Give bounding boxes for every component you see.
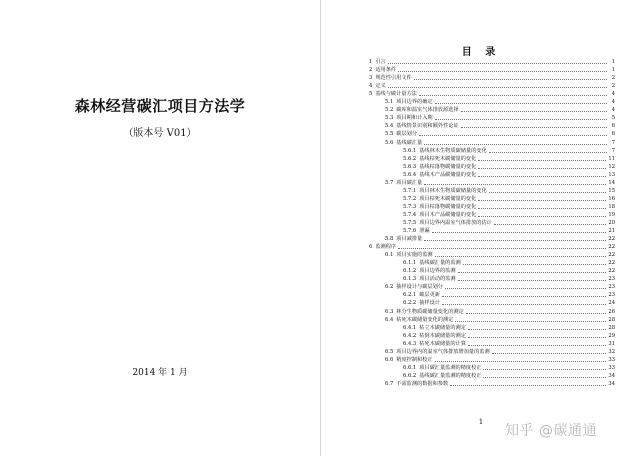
toc-entry[interactable]	[369, 316, 615, 324]
toc-entry-page: 28	[608, 316, 615, 323]
toc-entry[interactable]	[369, 243, 615, 251]
toc-leader-dots	[478, 216, 606, 217]
toc-entry[interactable]	[369, 90, 615, 98]
toc-entry-number: 3	[369, 75, 373, 82]
toc-entry-label: 项目碳汇量	[396, 179, 423, 186]
toc-entry-number: 5.8	[385, 236, 394, 243]
toc-entry-label: 项目边界的确定	[396, 99, 433, 106]
toc-entry-label: 项目枯落物碳储量的变化	[419, 203, 477, 210]
toc-entry-number: 6.1	[385, 252, 394, 259]
toc-entry-label: 不需监测的数据和参数	[396, 380, 449, 387]
toc-entry[interactable]	[369, 58, 615, 66]
toc-entry[interactable]	[369, 299, 615, 307]
toc-entry[interactable]	[369, 203, 615, 211]
toc-entry-number: 6.6	[385, 356, 394, 363]
toc-leader-dots	[442, 304, 606, 305]
toc-entry[interactable]	[369, 187, 615, 195]
toc-leader-dots	[478, 176, 606, 177]
toc-leader-dots	[461, 111, 607, 112]
toc-entry-label: 项目碳汇量监测的精度校正	[419, 364, 482, 371]
toc-entry[interactable]	[369, 364, 615, 372]
toc-entry[interactable]	[369, 82, 615, 90]
toc-entry-label: 碳层划分	[396, 131, 418, 138]
toc-leader-dots	[489, 152, 607, 153]
toc-leader-dots	[414, 79, 607, 80]
toc-entry-page: 26	[608, 308, 615, 315]
toc-entry-label: 项目边界内的温室气体排放增加量的监测	[396, 348, 490, 355]
toc-entry-page: 15	[608, 187, 615, 194]
toc-entry[interactable]	[369, 251, 615, 259]
toc-entry-number: 6.2.1	[403, 292, 417, 299]
toc-entry-label: 项目减排量	[396, 236, 423, 243]
toc-entry[interactable]	[369, 267, 615, 275]
toc-entry[interactable]	[369, 340, 615, 348]
toc-entry-number: 6.2.2	[403, 300, 417, 307]
toc-entry-number: 5.6.2	[403, 155, 417, 162]
toc-entry[interactable]	[369, 259, 615, 267]
toc-entry-page: 21	[608, 228, 615, 235]
toc-entry-number: 5.2	[385, 107, 394, 114]
toc-entry-page: 4	[611, 91, 615, 98]
toc-entry-page: 2	[611, 75, 615, 82]
toc-entry-number: 6.1.2	[403, 268, 417, 275]
toc-entry-number: 5.7.2	[403, 195, 417, 202]
toc-entry-page: 11	[608, 155, 615, 162]
toc-entry-label: 基线枯死木碳储量的变化	[419, 155, 477, 162]
toc-leader-dots	[419, 95, 607, 96]
toc-leader-dots	[450, 385, 606, 386]
toc-entry[interactable]	[369, 356, 615, 364]
toc-leader-dots	[419, 135, 607, 136]
toc-entry-label: 碳层更新	[419, 292, 440, 299]
toc-entry[interactable]	[369, 106, 615, 114]
toc-entry-number: 6.2	[385, 284, 394, 291]
version-label: （版本号 V01）	[123, 128, 197, 139]
toc-entry-number: 5.7.4	[403, 211, 417, 218]
toc-entry[interactable]	[369, 275, 615, 283]
toc-entry-label: 枯死木碳储量的计算	[419, 340, 466, 347]
toc-entry[interactable]	[369, 332, 615, 340]
toc-entry-page: 34	[608, 380, 615, 387]
toc-leader-dots	[388, 63, 607, 64]
toc-leader-dots	[463, 264, 607, 265]
right-page	[320, 0, 640, 456]
toc-entry[interactable]	[369, 227, 615, 235]
toc-leader-dots	[468, 329, 606, 330]
toc-entry-number: 5.1	[385, 99, 394, 106]
toc-entry-page: 4	[611, 99, 615, 106]
toc-entry[interactable]	[369, 348, 615, 356]
toc-entry[interactable]	[369, 74, 615, 82]
toc-entry-number: 6.4	[385, 316, 394, 323]
toc-entry-page: 23	[608, 284, 615, 291]
toc-entry-label: 基线情景识别和额外性论证	[396, 123, 459, 130]
toc-entry[interactable]	[369, 179, 615, 187]
toc-entry-page: 19	[608, 211, 615, 218]
toc-entry-label: 项目实施的监测	[396, 252, 433, 259]
toc-entry-page: 22	[608, 236, 615, 243]
toc-leader-dots	[435, 361, 607, 362]
toc-entry[interactable]	[369, 380, 615, 388]
toc-entry-page: 1	[611, 67, 615, 74]
toc-entry-number: 5.6	[385, 139, 394, 146]
toc-entry-number: 6.7	[385, 380, 394, 387]
toc-entry-number: 5.4	[385, 123, 394, 130]
toc-entry-label: 林分生物质碳储量变化的测定	[396, 308, 464, 315]
toc-entry-number: 5.6.3	[403, 163, 417, 170]
toc-entry-page: 24	[608, 300, 615, 307]
toc-entry-number: 5.6.1	[403, 147, 417, 154]
toc-entry[interactable]	[369, 211, 615, 219]
toc-entry[interactable]	[369, 291, 615, 299]
toc-leader-dots	[424, 144, 607, 145]
toc-entry-label: 泄漏	[419, 228, 430, 235]
toc-entry-page: 7	[611, 139, 615, 146]
toc-entry[interactable]	[369, 114, 615, 122]
toc-entry-page: 2	[611, 83, 615, 90]
toc-entry-label: 基线与碳计量方法	[375, 91, 417, 98]
toc-entry[interactable]	[369, 98, 615, 106]
toc-entry-label: 基线碳汇量监测的精度校正	[419, 372, 482, 379]
toc-entry-page: 6	[611, 131, 615, 138]
toc-leader-dots	[478, 168, 606, 169]
toc-entry-label: 碳库和温室气体排放源选择	[396, 107, 459, 114]
toc-entry-page: 7	[611, 147, 615, 154]
toc-entry-number: 5.7.3	[403, 203, 417, 210]
toc-entry-label: 定义	[375, 83, 386, 90]
toc-entry-label: 基线碳汇量	[396, 139, 423, 146]
toc-entry-label: 项目木产品碳储量的变化	[419, 211, 477, 218]
toc-entry-page: 23	[608, 276, 615, 283]
publication-date: 2014 年 1 月	[132, 368, 188, 378]
toc-entry-page: 23	[608, 292, 615, 299]
toc-entry[interactable]	[369, 324, 615, 332]
toc-entry-number: 5.7.5	[403, 219, 417, 226]
toc-entry[interactable]	[369, 372, 615, 380]
toc-entry-page: 18	[608, 203, 615, 210]
toc-entry[interactable]	[369, 219, 615, 227]
toc-leader-dots	[445, 288, 606, 289]
toc-leader-dots	[432, 232, 607, 233]
toc-entry[interactable]	[369, 163, 615, 171]
toc-entry-label: 精度控制和校正	[396, 356, 433, 363]
toc-entry-page: 6	[611, 123, 615, 130]
toc-entry[interactable]	[369, 130, 615, 138]
toc-entry-number: 5.5	[385, 131, 394, 138]
toc-entry-label: 枯立木碳储量的测定	[419, 324, 466, 331]
toc-entry-label: 项目林木生物质碳储量的变化	[419, 187, 487, 194]
watermark: 知乎 @碳通通	[505, 423, 597, 439]
toc-entry-page: 20	[608, 219, 615, 226]
toc-entry-page: 14	[608, 179, 615, 186]
toc-entry-number: 5	[369, 91, 373, 98]
toc-entry-number: 6.3	[385, 308, 394, 315]
toc-entry-page: 4	[611, 107, 615, 114]
toc-entry-label: 抽样设计与碳层划分	[396, 284, 443, 291]
toc-entry-page: 31	[608, 340, 615, 347]
toc-entry-label: 引言	[375, 59, 386, 66]
table-of-contents	[369, 58, 615, 388]
toc-leader-dots	[398, 71, 607, 72]
toc-entry-page: 22	[608, 244, 615, 251]
toc-entry-page: 33	[608, 364, 615, 371]
toc-entry[interactable]	[369, 138, 615, 146]
toc-entry-page: 13	[608, 171, 615, 178]
toc-entry-page: 28	[608, 324, 615, 331]
toc-entry[interactable]	[369, 171, 615, 179]
toc-leader-dots	[388, 87, 607, 88]
toc-entry-page: 22	[608, 268, 615, 275]
toc-entry-label: 项目边界的监测	[419, 268, 456, 275]
toc-entry[interactable]	[369, 147, 615, 155]
toc-leader-dots	[435, 256, 607, 257]
toc-entry-number: 6.1.3	[403, 276, 417, 283]
toc-entry-number: 1	[369, 59, 373, 66]
toc-leader-dots	[398, 248, 606, 249]
toc-entry-number: 5.7.1	[403, 187, 417, 194]
toc-entry-number: 5.6.4	[403, 171, 417, 178]
toc-leader-dots	[442, 296, 606, 297]
toc-entry-number: 6.4.1	[403, 324, 417, 331]
toc-entry-number: 6.1.1	[403, 260, 417, 267]
toc-entry-number: 5.7	[385, 179, 394, 186]
page-number: 1	[478, 418, 484, 426]
toc-entry-label: 项目边界内温室气体排放的估计	[419, 219, 492, 226]
toc-leader-dots	[455, 321, 606, 322]
toc-entry[interactable]	[369, 307, 615, 315]
toc-entry[interactable]	[369, 235, 615, 243]
toc-entry-label: 基线林木生物质碳储量的变化	[419, 147, 487, 154]
toc-leader-dots	[492, 353, 607, 354]
toc-leader-dots	[478, 160, 606, 161]
toc-leader-dots	[468, 337, 606, 338]
toc-entry-page: 22	[608, 260, 615, 267]
toc-leader-dots	[435, 103, 607, 104]
toc-leader-dots	[478, 208, 606, 209]
toc-leader-dots	[458, 272, 607, 273]
toc-leader-dots	[478, 200, 606, 201]
toc-entry-page: 16	[608, 195, 615, 202]
toc-entry-number: 6.4.3	[403, 340, 417, 347]
toc-entry-number: 6	[369, 244, 373, 251]
toc-entry-label: 项目活动的监测	[419, 276, 456, 283]
toc-entry-label: 枯死木碳储量变化的测定	[396, 316, 454, 323]
toc-leader-dots	[435, 119, 607, 120]
toc-leader-dots	[458, 280, 607, 281]
toc-leader-dots	[494, 224, 607, 225]
toc-leader-dots	[468, 345, 606, 346]
toc-entry-label: 适用条件	[375, 67, 397, 74]
toc-entry-label: 基线枯落物碳储量的变化	[419, 163, 477, 170]
toc-leader-dots	[483, 377, 606, 378]
toc-entry-page: 1	[611, 59, 615, 66]
toc-leader-dots	[461, 127, 607, 128]
toc-entry-label: 枯倒木碳储量的测定	[419, 332, 466, 339]
toc-entry-number: 5.7.6	[403, 228, 417, 235]
toc-entry-page: 5	[611, 115, 615, 122]
toc-entry-label: 监测程序	[375, 244, 397, 251]
toc-leader-dots	[489, 192, 607, 193]
toc-entry-label: 基线木产品碳储量的变化	[419, 171, 477, 178]
toc-entry-page: 29	[608, 332, 615, 339]
toc-entry[interactable]	[369, 155, 615, 163]
toc-entry-page: 34	[608, 372, 615, 379]
toc-entry[interactable]	[369, 283, 615, 291]
toc-entry-label: 规范性引用文件	[375, 75, 412, 82]
toc-leader-dots	[466, 313, 607, 314]
toc-entry-page: 33	[608, 356, 615, 363]
toc-entry-number: 6.5	[385, 348, 394, 355]
toc-entry-label: 抽样设计	[419, 300, 440, 307]
toc-entry-number: 5.3	[385, 115, 394, 122]
document-title: 森林经营碳汇项目方法学	[74, 97, 246, 115]
toc-entry-label: 项目枯死木碳储量的变化	[419, 195, 477, 202]
toc-entry-label: 项目期和计入期	[396, 115, 433, 122]
toc-title: 目 录	[461, 47, 501, 58]
toc-entry-page: 32	[608, 348, 615, 355]
toc-entry-page: 12	[608, 163, 615, 170]
toc-entry-number: 6.6.1	[403, 364, 417, 371]
toc-entry-number: 6.4.2	[403, 332, 417, 339]
toc-leader-dots	[424, 184, 606, 185]
toc-entry[interactable]	[369, 66, 615, 74]
toc-entry[interactable]	[369, 195, 615, 203]
toc-entry-label: 基线碳汇量的监测	[419, 260, 461, 267]
toc-entry-number: 2	[369, 67, 373, 74]
toc-entry-number: 6.6.2	[403, 372, 417, 379]
toc-leader-dots	[483, 369, 606, 370]
toc-entry-number: 4	[369, 83, 373, 90]
toc-entry[interactable]	[369, 122, 615, 130]
toc-leader-dots	[424, 240, 606, 241]
toc-entry-page: 22	[608, 252, 615, 259]
